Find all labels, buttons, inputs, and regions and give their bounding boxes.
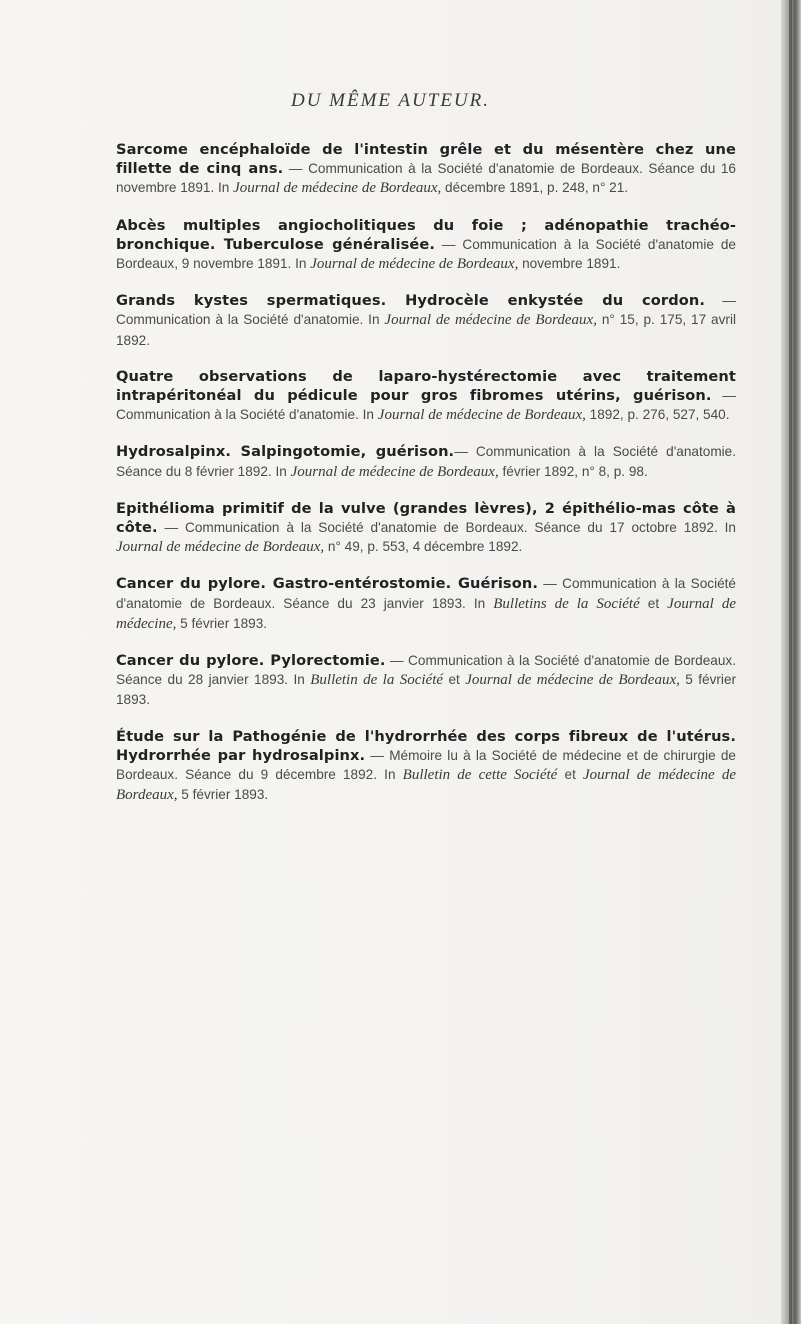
entry-journal: Journal de médecine de Bordeaux, — [116, 539, 325, 556]
entry-text: — Communication à la Société d'anatomie de Bordeaux. Séance du 16 novembre 1891. In — [116, 161, 736, 196]
entry-text: novembre 1891. — [518, 256, 621, 272]
entry-title: Sarcome encéphaloïde de l'intestin grêle et du mésentère chez une fillette de cinq ans. — [116, 141, 736, 178]
entry-text: et — [639, 595, 668, 611]
entry-journal: Bulletin de cette Société — [402, 767, 558, 784]
entry-journal: Journal de médecine, — [116, 595, 737, 632]
entry-text: 5 février 1893. — [116, 672, 737, 708]
entry-journal: Journal de médecine de Bordeaux, — [377, 407, 586, 424]
entry-text: — Communication à la Société d'anatomie de Bordeaux. Séance du 23 janvier 1893. In — [116, 576, 736, 611]
bibliography-entry — [116, 291, 736, 350]
entry-journal: Journal de médecine de Bordeaux, — [233, 180, 442, 197]
entry-title: Cancer du pylore. Pylorectomie. — [116, 652, 386, 670]
entry-title: Étude sur la Pathogénie de l'hydrorrhée des corps fibreux de l'utérus. Hydrorrhée par hydrosalpinx. — [116, 727, 736, 764]
bibliography-entry — [116, 367, 736, 426]
entry-title: Epithélioma primitif de la vulve (grandes lèvres), 2 épithélio-mas côte à côte. — [116, 499, 736, 537]
entry-title: Cancer du pylore. Gastro-entérostomie. Guérison. — [116, 575, 538, 593]
entry-journal: Bulletins de la Société — [493, 595, 640, 612]
entry-text: n° 15, p. 175, 17 avril 1892. — [116, 312, 736, 348]
entry-text: — Communication à la Société d'anatomie. Séance du 8 février 1892. In — [116, 444, 737, 479]
entry-journal: Journal de médecine de Bordeaux, — [384, 312, 597, 329]
entry-text: février 1892, n° 8, p. 98. — [498, 463, 648, 479]
entry-text: et — [557, 767, 583, 783]
entry-text: — Mémoire lu à la Société de médecine et de chirurgie de Bordeaux. Séance du 9 décembre 1892. In — [116, 747, 736, 783]
entry-title: Quatre observations de laparo-hystérectomie avec traitement intrapéritonéal du pédicule pour gros fibromes utérins, guérison. — [116, 367, 736, 405]
entry-title: Grands kystes spermatiques. Hydrocèle enkystée du cordon. — [116, 292, 706, 310]
bibliography-entry — [116, 499, 736, 558]
bibliography-entry — [116, 727, 736, 806]
entry-title: Hydrosalpinx. Salpingotomie, guérison. — [116, 443, 455, 461]
entry-text: et — [443, 672, 466, 688]
entry-text: — Communication à la Société d'anatomie de Bordeaux. Séance du 17 octobre 1892. In — [157, 520, 736, 536]
entry-text: décembre 1891, p. 248, n° 21. — [441, 180, 629, 196]
bibliography-entry — [116, 442, 736, 481]
entry-text: 5 février 1893. — [176, 615, 268, 631]
entry-text: — Communication à la Société d'anatomie. In — [116, 293, 736, 328]
bibliography-entry — [116, 140, 736, 199]
bibliography-list — [116, 140, 736, 822]
entry-text: — Communication à la Société d'anatomie de Bordeaux. Séance du 28 janvier 1893. In — [116, 653, 737, 688]
entry-journal: Journal de médecine de Bordeaux, — [310, 256, 519, 273]
entry-text: n° 49, p. 553, 4 décembre 1892. — [324, 539, 523, 555]
page-heading: DU MÊME AUTEUR. — [290, 90, 491, 111]
entry-text: 1892, p. 276, 527, 540. — [585, 407, 730, 423]
entry-journal: Journal de médecine de Bordeaux, — [290, 463, 499, 480]
entry-text: 5 février 1893. — [177, 787, 269, 803]
entry-text: — Communication à la Société d'anatomie de Bordeaux, 9 novembre 1891. In — [116, 236, 736, 272]
bibliography-entry — [116, 574, 736, 634]
entry-journal: Bulletin de la Société — [310, 672, 444, 689]
entry-text: — Communication à la Société d'anatomie. In — [116, 388, 736, 423]
entry-journal: Journal de médecine de Bordeaux, — [116, 767, 737, 804]
page-edge-line — [789, 0, 792, 1324]
entry-journal: Journal de médecine de Bordeaux, — [465, 672, 680, 689]
bibliography-entry — [116, 651, 736, 710]
bibliography-entry — [116, 216, 736, 275]
entry-title: Abcès multiples angiocholitiques du foie ; adénopathie trachéo-bronchique. Tuberculose généralisée. — [116, 216, 736, 253]
